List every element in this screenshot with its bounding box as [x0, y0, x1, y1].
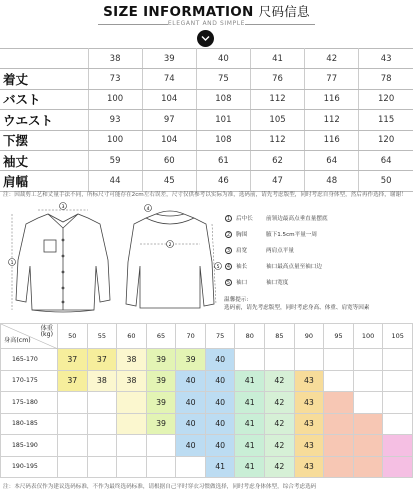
svg-text:4: 4: [146, 207, 150, 212]
size-cell: 40: [205, 413, 235, 435]
size-cell: [324, 392, 354, 414]
subtitle-row: [0, 19, 413, 29]
size-cell: [324, 456, 354, 478]
weight-col: 90: [294, 324, 324, 349]
size-cell: 40: [205, 392, 235, 414]
size-cell: [58, 392, 88, 414]
table-row: [1, 392, 413, 414]
title-cjk: 尺码信息: [258, 4, 310, 19]
size-cell: [294, 349, 324, 371]
size-cell: [383, 392, 413, 414]
cell: 101: [196, 110, 250, 130]
height-label: 190-195: [1, 456, 58, 478]
cell: 120: [359, 130, 413, 150]
cell: 108: [196, 89, 250, 109]
legend-item: [225, 242, 413, 258]
table-row: [0, 150, 413, 170]
weight-col: 55: [87, 324, 117, 349]
size-cell: [324, 435, 354, 457]
table-corner: [1, 324, 58, 349]
cell: 108: [196, 130, 250, 150]
cell: 44: [88, 171, 142, 191]
warm-tip: [224, 296, 369, 312]
cell: 75: [196, 69, 250, 89]
cell: 100: [88, 130, 142, 150]
legend-number: 3: [226, 247, 231, 254]
size-cell: [324, 413, 354, 435]
size-cell: [383, 413, 413, 435]
cell: 116: [305, 130, 359, 150]
size-cell: [353, 435, 383, 457]
height-label: 165-170: [1, 349, 58, 371]
weight-col: 100: [353, 324, 383, 349]
cell: 48: [305, 171, 359, 191]
svg-text:1: 1: [10, 261, 14, 266]
legend-item: [225, 226, 413, 242]
cell: 77: [305, 69, 359, 89]
height-axis-label: 身高(cm): [4, 337, 31, 344]
size-cell: [383, 370, 413, 392]
size-cell: 42: [265, 435, 295, 457]
weight-col: 95: [324, 324, 354, 349]
size-cell: [117, 435, 147, 457]
divider-right: [245, 24, 315, 25]
cell: 100: [88, 89, 142, 109]
cell: 112: [250, 130, 304, 150]
size-cell: [176, 456, 206, 478]
page-header: [0, 0, 413, 46]
size-recommendation-table: [0, 323, 413, 478]
legend-desc: 前领边最高点垂直量摆底: [266, 216, 328, 222]
size-cell: [146, 456, 176, 478]
weight-col: 85: [265, 324, 295, 349]
cell: 105: [250, 110, 304, 130]
size-cell: 42: [265, 413, 295, 435]
size-cell: [324, 349, 354, 371]
height-label: 175-180: [1, 392, 58, 414]
cell: 120: [359, 89, 413, 109]
table-row: [0, 69, 413, 89]
cell: 78: [359, 69, 413, 89]
size-cell: 40: [176, 413, 206, 435]
cell: 64: [305, 150, 359, 170]
cell: 97: [142, 110, 196, 130]
table-row: [1, 456, 413, 478]
size-cell: [353, 349, 383, 371]
table-row: [1, 435, 413, 457]
svg-text:2: 2: [168, 243, 172, 248]
size-cell: 43: [294, 456, 324, 478]
weight-col: 60: [117, 324, 147, 349]
table-row: [1, 370, 413, 392]
size-cell: 39: [146, 370, 176, 392]
height-label: 185-190: [1, 435, 58, 457]
legend-name: 胸围: [236, 232, 248, 238]
legend-name: 肩宽: [236, 248, 248, 254]
size-cell: 43: [294, 413, 324, 435]
size-col: 39: [142, 49, 196, 69]
table-row: [1, 349, 413, 371]
warm-tip-title: 温馨提示:: [224, 297, 249, 303]
svg-text:3: 3: [61, 205, 65, 210]
page-title: [0, 2, 413, 20]
legend-name: 袖口: [236, 280, 248, 286]
weight-header-row: [1, 324, 413, 349]
cell: 115: [359, 110, 413, 130]
size-cell: [265, 349, 295, 371]
size-cell: 41: [235, 370, 265, 392]
size-cell: 41: [205, 456, 235, 478]
size-header-corner: [0, 49, 88, 69]
row-label: 着丈: [0, 69, 88, 89]
size-col: 40: [196, 49, 250, 69]
size-table: [0, 48, 413, 192]
size-cell: [58, 456, 88, 478]
table-row: [0, 110, 413, 130]
table-row: [0, 130, 413, 150]
legend-item: [225, 210, 413, 226]
size-cell: 43: [294, 370, 324, 392]
size-cell: 39: [146, 413, 176, 435]
size-cell: 38: [117, 349, 147, 371]
legend-number: 2: [226, 231, 231, 238]
height-label: 170-175: [1, 370, 58, 392]
size-cell: 40: [176, 435, 206, 457]
weight-col: 50: [58, 324, 88, 349]
weight-col: 75: [205, 324, 235, 349]
row-label: 肩幅: [0, 171, 88, 191]
cell: 59: [88, 150, 142, 170]
subtitle: ELEGANT AND SIMPLE: [167, 20, 246, 27]
cell: 104: [142, 89, 196, 109]
size-cell: 41: [235, 392, 265, 414]
legend-name: 袖长: [236, 264, 248, 270]
size-cell: [58, 413, 88, 435]
size-header-row: [0, 49, 413, 69]
legend-item: [225, 258, 413, 274]
legend-number: 1: [226, 215, 231, 222]
weight-col: 105: [383, 324, 413, 349]
size-cell: 37: [58, 370, 88, 392]
size-col: 42: [305, 49, 359, 69]
warm-tip-text: 选码前，请先考虑版型，同时考虑身高、体重、肩宽等因素: [224, 305, 370, 311]
shirt-front-diagram: [8, 200, 118, 318]
cell: 62: [250, 150, 304, 170]
cell: 104: [142, 130, 196, 150]
measurement-note: 注：因裁剪工艺和丈量手法不同，所标尺寸可能存在2cm左右误差，尺寸仅供参考以实际为准，选码前，请先考虑版型，同时考虑自身体型，然后再作选择，谢谢！: [3, 192, 407, 198]
cell: 112: [305, 110, 359, 130]
size-cell: [324, 370, 354, 392]
size-cell: [383, 435, 413, 457]
size-cell: 42: [265, 456, 295, 478]
cell: 116: [305, 89, 359, 109]
size-cell: 40: [176, 370, 206, 392]
cell: 61: [196, 150, 250, 170]
size-cell: 43: [294, 435, 324, 457]
cell: 93: [88, 110, 142, 130]
legend-name: 后中长: [236, 216, 253, 222]
size-cell: 37: [58, 349, 88, 371]
legend-desc: 袖口宽度: [266, 280, 289, 286]
legend-desc: 腋下1.5cm平量一周: [266, 232, 317, 238]
size-cell: [117, 456, 147, 478]
cell: 50: [359, 171, 413, 191]
legend-number: 5: [226, 279, 231, 286]
legend-desc: 两肩点平量: [266, 248, 294, 254]
disclaimer-note: 注：本尺码表仅作为建议选码标准，不作为最终选码标准，请根据自己平时穿衣习惯做选择，同时考虑身体体型，综合考虑选码: [3, 484, 317, 490]
size-cell: [353, 456, 383, 478]
row-label: 袖丈: [0, 150, 88, 170]
cell: 60: [142, 150, 196, 170]
weight-col: 70: [176, 324, 206, 349]
size-cell: [383, 456, 413, 478]
size-cell: 42: [265, 370, 295, 392]
cell: 76: [250, 69, 304, 89]
size-col: 43: [359, 49, 413, 69]
table-row: [1, 413, 413, 435]
size-cell: 41: [235, 435, 265, 457]
cell: 46: [196, 171, 250, 191]
size-cell: [146, 435, 176, 457]
cell: 112: [250, 89, 304, 109]
size-cell: [87, 456, 117, 478]
size-cell: [235, 349, 265, 371]
size-cell: [58, 435, 88, 457]
size-cell: [353, 413, 383, 435]
row-label: 下摆: [0, 130, 88, 150]
size-cell: [117, 413, 147, 435]
weight-col: 80: [235, 324, 265, 349]
size-cell: [87, 435, 117, 457]
size-cell: 40: [205, 435, 235, 457]
size-cell: 40: [205, 349, 235, 371]
size-cell: 37: [87, 349, 117, 371]
size-col: 38: [88, 49, 142, 69]
size-cell: [383, 349, 413, 371]
size-cell: 43: [294, 392, 324, 414]
size-cell: 38: [87, 370, 117, 392]
weight-col: 65: [146, 324, 176, 349]
table-row: [0, 89, 413, 109]
legend-desc: 袖口最高点量至袖口边: [266, 264, 322, 270]
size-cell: 41: [235, 456, 265, 478]
row-label: ウエスト: [0, 110, 88, 130]
svg-text:5: 5: [216, 265, 220, 270]
size-col: 41: [250, 49, 304, 69]
chevron-down-icon: [197, 30, 214, 47]
title-en: SIZE INFORMATION: [103, 4, 254, 20]
legend-item: [225, 274, 413, 290]
legend-number: 4: [226, 263, 231, 270]
weight-axis-label: 体重 (kg): [40, 325, 53, 338]
size-cell: [353, 370, 383, 392]
size-cell: 38: [117, 370, 147, 392]
size-cell: 40: [176, 392, 206, 414]
row-label: バスト: [0, 89, 88, 109]
cell: 64: [359, 150, 413, 170]
cell: 73: [88, 69, 142, 89]
size-cell: 39: [176, 349, 206, 371]
size-cell: 40: [205, 370, 235, 392]
shirt-back-diagram: [118, 200, 223, 318]
size-cell: 41: [235, 413, 265, 435]
size-cell: [117, 392, 147, 414]
size-cell: 42: [265, 392, 295, 414]
size-cell: [87, 392, 117, 414]
measurement-legend: [225, 210, 413, 290]
cell: 74: [142, 69, 196, 89]
cell: 45: [142, 171, 196, 191]
cell: 47: [250, 171, 304, 191]
height-label: 180-185: [1, 413, 58, 435]
table-row: [0, 171, 413, 191]
size-cell: 39: [146, 392, 176, 414]
size-cell: [87, 413, 117, 435]
size-cell: [353, 392, 383, 414]
size-cell: 39: [146, 349, 176, 371]
